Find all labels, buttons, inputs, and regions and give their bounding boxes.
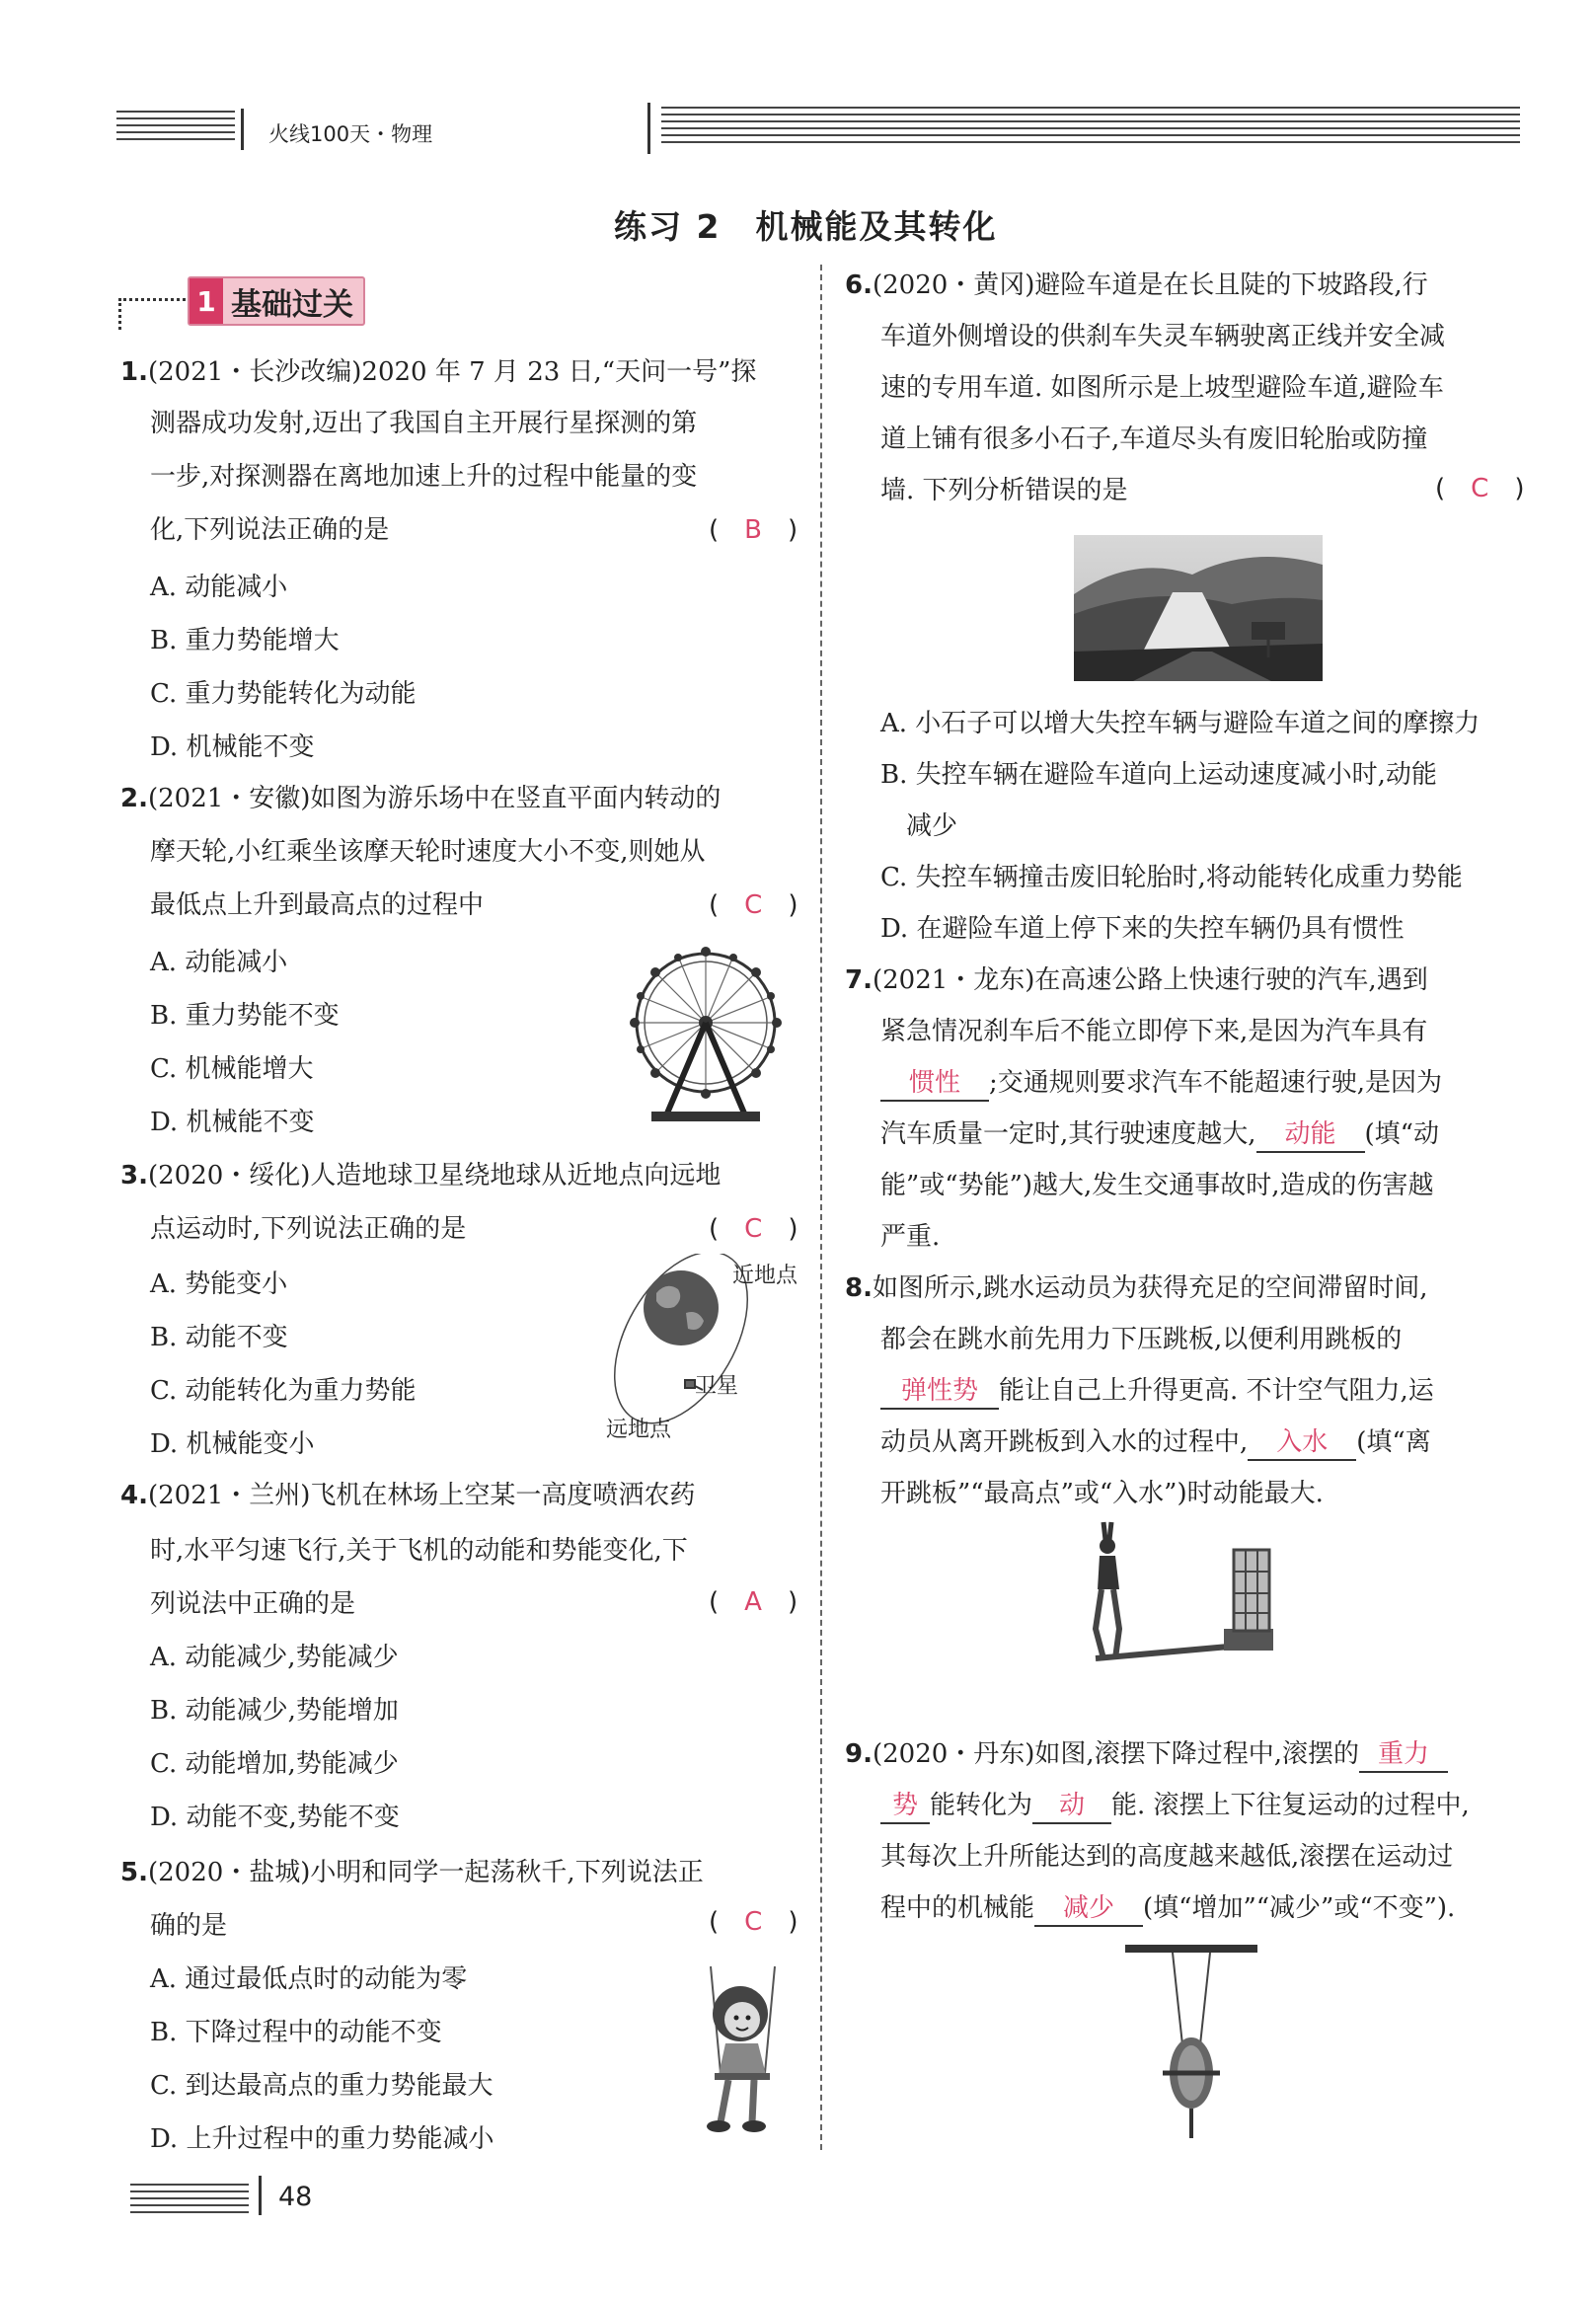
q9-blank-2: 动 (1032, 1789, 1111, 1824)
q5-line-2: 确的是 (150, 1911, 228, 1941)
q3-line-1: 3.(2020・绥化)人造地球卫星绕地球从近地点向远地 (120, 1161, 722, 1191)
q6-line-1: 6.(2020・黄冈)避险车道是在长且陡的下坡路段,行 (845, 270, 1428, 300)
q7-line-4: 汽车质量一定时,其行驶速度越大, 动能 (填“动 (880, 1117, 1439, 1153)
page-number: 48 (278, 2182, 313, 2212)
q3-answer: ( C ) (709, 1214, 798, 1244)
section-label: 基础过关 (231, 286, 353, 323)
q9-number: 9. (845, 1739, 873, 1769)
near-point-label: 近地点 (732, 1264, 798, 1288)
q5-option-d: D. 上升过程中的重力势能减小 (150, 2124, 494, 2154)
q1-line-2: 测器成功发射,迈出了我国自主开展行星探测的第 (150, 409, 698, 438)
q6-option-b: B. 失控车辆在避险车道向上运动速度减小时,动能 (880, 760, 1437, 790)
q4-option-d: D. 动能不变,势能不变 (150, 1803, 400, 1832)
header-divider (241, 109, 244, 150)
q4-option-c: C. 动能增加,势能减少 (150, 1749, 399, 1779)
q2-line-3: 最低点上升到最高点的过程中 (150, 890, 485, 920)
header-divider-2 (647, 103, 650, 154)
q6-option-a: A. 小石子可以增大失控车辆与避险车道之间的摩擦力 (880, 709, 1481, 738)
q1-line-1: 1.(2021・长沙改编)2020 年 7 月 23 日,“天问一号”探 (120, 357, 757, 387)
section-badge (188, 276, 365, 326)
q6-line-2: 车道外侧增设的供刹车失灵车辆驶离正线并安全减 (880, 322, 1446, 351)
q9-line-2: 势 能转化为 动 能. 滚摆上下往复运动的过程中, (880, 1789, 1470, 1824)
q1-line-4: 化,下列说法正确的是 (150, 515, 390, 545)
q7-blank-1: 惯性 (880, 1066, 989, 1102)
far-point-label: 远地点 (606, 1418, 672, 1442)
satellite-label: 卫星 (695, 1374, 739, 1399)
q8-line-2: 都会在跳水前先用力下压跳板,以便利用跳板的 (880, 1325, 1403, 1354)
q7-line-3: 惯性 ;交通规则要求汽车不能超速行驶,是因为 (880, 1066, 1442, 1102)
q1-option-a: A. 动能减小 (150, 573, 288, 602)
q1-answer: ( B ) (709, 515, 798, 545)
q7-line-1: 7.(2021・龙东)在高速公路上快速行驶的汽车,遇到 (845, 965, 1428, 995)
q1-line-3: 一步,对探测器在离地加速上升的过程中能量的变 (150, 462, 698, 492)
q7-blank-2: 动能 (1256, 1117, 1365, 1153)
q4-option-a: A. 动能减少,势能减少 (150, 1643, 399, 1672)
q1-option-c: C. 重力势能转化为动能 (150, 679, 417, 709)
q9-blank-3: 减少 (1034, 1891, 1143, 1927)
q9-line-4: 程中的机械能 减少 (填“增加”“减少”或“不变”). (880, 1891, 1455, 1927)
q4-line-1: 4.(2021・兰州)飞机在林场上空某一高度喷洒农药 (120, 1481, 696, 1510)
q3-option-c: C. 动能转化为重力势能 (150, 1376, 417, 1406)
q4-line-3: 列说法中正确的是 (150, 1589, 356, 1619)
q5-option-c: C. 到达最高点的重力势能最大 (150, 2071, 494, 2101)
q8-blank-1: 弹性势 (880, 1374, 999, 1410)
q9-blank-1b: 势 (880, 1789, 930, 1824)
q4-answer: ( A ) (709, 1587, 798, 1617)
footer-rule (130, 2184, 249, 2218)
q8-line-4: 动员从离开跳板到入水的过程中, 入水 (填“离 (880, 1425, 1431, 1461)
q3-option-d: D. 机械能变小 (150, 1429, 315, 1459)
q6-option-c: C. 失控车辆撞击废旧轮胎时,将动能转化成重力势能 (880, 863, 1463, 892)
q6-option-b-cont: 减少 (880, 811, 958, 841)
q5-option-a: A. 通过最低点时的动能为零 (150, 1964, 468, 1994)
page-title: 练习 2 机械能及其转化 (614, 207, 998, 246)
q2-answer: ( C ) (709, 890, 798, 920)
diver-figure (1086, 1520, 1273, 1698)
q5-number: 5. (120, 1858, 148, 1887)
q2-option-c: C. 机械能增大 (150, 1054, 314, 1084)
book-title: 火线100天・物理 (268, 122, 433, 146)
q3-option-b: B. 动能不变 (150, 1323, 288, 1352)
section-dash-vertical (118, 298, 121, 330)
q8-number: 8. (845, 1273, 873, 1303)
q1-option-b: B. 重力势能增大 (150, 626, 340, 655)
section-dash (118, 298, 186, 301)
q3-option-a: A. 势能变小 (150, 1269, 288, 1299)
q5-option-b: B. 下降过程中的动能不变 (150, 2018, 442, 2047)
q5-line-1: 5.(2020・盐城)小明和同学一起荡秋千,下列说法正 (120, 1858, 704, 1887)
ferris-wheel-figure (612, 946, 799, 1123)
q3-line-2: 点运动时,下列说法正确的是 (150, 1214, 467, 1244)
q5-answer: ( C ) (709, 1907, 798, 1937)
header-rule-right (661, 107, 1520, 148)
q6-answer: ( C ) (1435, 474, 1525, 503)
header-rule-left (116, 111, 235, 145)
q1-number: 1. (120, 357, 148, 387)
q2-line-2: 摩天轮,小红乘坐该摩天轮时速度大小不变,则她从 (150, 837, 706, 867)
q9-line-1: 9.(2020・丹东)如图,滚摆下降过程中,滚摆的 重力 (845, 1737, 1448, 1773)
q7-line-2: 紧急情况刹车后不能立即停下来,是因为汽车具有 (880, 1017, 1428, 1046)
q8-line-1: 8.如图所示,跳水运动员为获得充足的空间滞留时间, (845, 1273, 1428, 1303)
q6-line-3: 速的专用车道. 如图所示是上坡型避险车道,避险车 (880, 373, 1444, 403)
section-number: 1 (190, 278, 223, 324)
q7-number: 7. (845, 965, 873, 995)
column-divider (820, 265, 822, 2150)
escape-ramp-photo (1074, 535, 1323, 681)
q4-line-2: 时,水平匀速飞行,关于飞机的动能和势能变化,下 (150, 1536, 688, 1566)
q6-number: 6. (845, 270, 873, 300)
q6-line-5: 墙. 下列分析错误的是 (880, 476, 1128, 505)
q9-blank-1a: 重力 (1359, 1737, 1448, 1773)
q2-option-b: B. 重力势能不变 (150, 1001, 340, 1031)
q7-line-6: 严重. (880, 1222, 941, 1252)
q1-option-d: D. 机械能不变 (150, 732, 315, 762)
q7-line-5: 能”或“势能”)越大,发生交通事故时,造成的伤害越 (880, 1171, 1434, 1200)
q3-number: 3. (120, 1161, 148, 1191)
q2-option-a: A. 动能减小 (150, 948, 288, 977)
swing-girl-figure (671, 1964, 799, 2142)
q9-line-3: 其每次上升所能达到的高度越来越低,滚摆在运动过 (880, 1842, 1454, 1872)
q8-blank-2: 入水 (1248, 1425, 1356, 1461)
q4-option-b: B. 动能减少,势能增加 (150, 1696, 399, 1726)
footer-divider (259, 2176, 262, 2215)
q6-option-d: D. 在避险车道上停下来的失控车辆仍具有惯性 (880, 914, 1405, 944)
q8-line-3: 弹性势 能让自己上升得更高. 不计空气阻力,运 (880, 1374, 1434, 1410)
maxwell-pendulum-figure (1125, 1945, 1273, 2142)
q2-number: 2. (120, 784, 148, 813)
q2-line-1: 2.(2021・安徽)如图为游乐场中在竖直平面内转动的 (120, 784, 722, 813)
q2-option-d: D. 机械能不变 (150, 1108, 315, 1137)
q4-number: 4. (120, 1481, 148, 1510)
q6-line-4: 道上铺有很多小石子,车道尽头有废旧轮胎或防撞 (880, 424, 1428, 454)
q8-line-5: 开跳板”“最高点”或“入水”)时动能最大. (880, 1479, 1324, 1508)
